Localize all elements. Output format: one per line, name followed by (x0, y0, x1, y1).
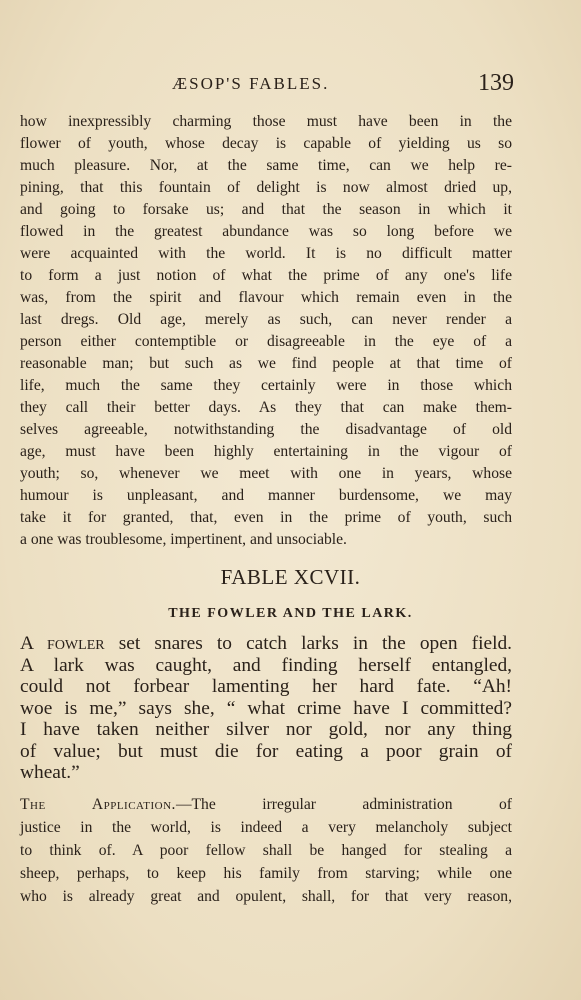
text-line: flowed in the greatest abundance was so long before we (20, 223, 512, 240)
fable-first-line (20, 633, 512, 655)
text-line: flower of youth, whose decay is capable of yielding us so (20, 135, 512, 152)
fable-text (20, 633, 512, 784)
fable-title: FABLE XCVII. (220, 565, 361, 589)
previous-fable-text (20, 111, 512, 551)
fable-subtitle: THE FOWLER AND THE LARK. (168, 606, 413, 621)
text-line: reasonable man; but such as we find people at that time of (20, 355, 512, 372)
text-line: life, much the same they certainly were in those which (20, 377, 512, 394)
text-line: selves agreeable, notwithstanding the disadvantage of old (20, 421, 512, 438)
text-line: last dregs. Old age, merely as such, can never render a (20, 311, 512, 328)
text-line: woe is me,” says she, “ what crime have I committed? (20, 697, 512, 719)
text-line: much pleasure. Nor, at the same time, can we help re- (20, 157, 512, 174)
text-line: age, must have been highly entertaining in the vigour of (20, 443, 512, 460)
text-line: A lark was caught, and finding herself entangled, (20, 654, 512, 676)
text-line: justice in the world, is indeed a very melancholy subject (20, 819, 512, 836)
fable-first-word: A fowler (20, 633, 105, 654)
text-line: sheep, perhaps, to keep his family from starving; while one (20, 865, 512, 882)
page-header (0, 70, 581, 100)
text-line: pining, that this fountain of delight is now almost dried up, (20, 179, 512, 196)
application-label: The Application. (20, 796, 176, 813)
text-line: could not forbear lamenting her hard fate. “Ah! (20, 676, 512, 697)
text-line: to think of. A poor fellow shall be hanged for stealing a (20, 842, 512, 859)
text-line: and going to forsake us; and that the season in which it (20, 201, 512, 218)
text-line: I have taken neither silver nor gold, nor any thing (20, 719, 512, 740)
text-line: how inexpressibly charming those must have been in the (20, 113, 512, 130)
page-number: 139 (478, 70, 514, 96)
text-line: a one was troublesome, impertinent, and unsociable. (20, 531, 347, 548)
text-line: take it for granted, that, even in the prime of youth, such (20, 509, 512, 526)
application-first-line (20, 793, 512, 816)
running-head: ÆSOP'S FABLES. (172, 74, 330, 93)
text-line: who is already great and opulent, shall, for that very reason, (20, 888, 512, 905)
text-line: were acquainted with the world. It is no difficult matter (20, 245, 512, 262)
text-line: youth; so, whenever we meet with one in years, whose (20, 465, 512, 482)
text-line: to form a just notion of what the prime of any one's life (20, 267, 512, 284)
text-line: of value; but must die for eating a poor grain of (20, 740, 512, 762)
text-line: wheat.” (20, 762, 80, 783)
text-line: they call their better days. As they that can make them- (20, 399, 512, 416)
application-first-line-rest: —The irregular administration of (175, 796, 512, 813)
fable-first-line-rest: set snares to catch larks in the open field. (104, 633, 512, 654)
text-line: was, from the spirit and flavour which remain even in the (20, 289, 512, 306)
application-text (20, 793, 512, 908)
text-line: person either contemptible or disagreeable in the eye of a (20, 333, 512, 350)
text-line: humour is unpleasant, and manner burdensome, we may (20, 487, 512, 504)
